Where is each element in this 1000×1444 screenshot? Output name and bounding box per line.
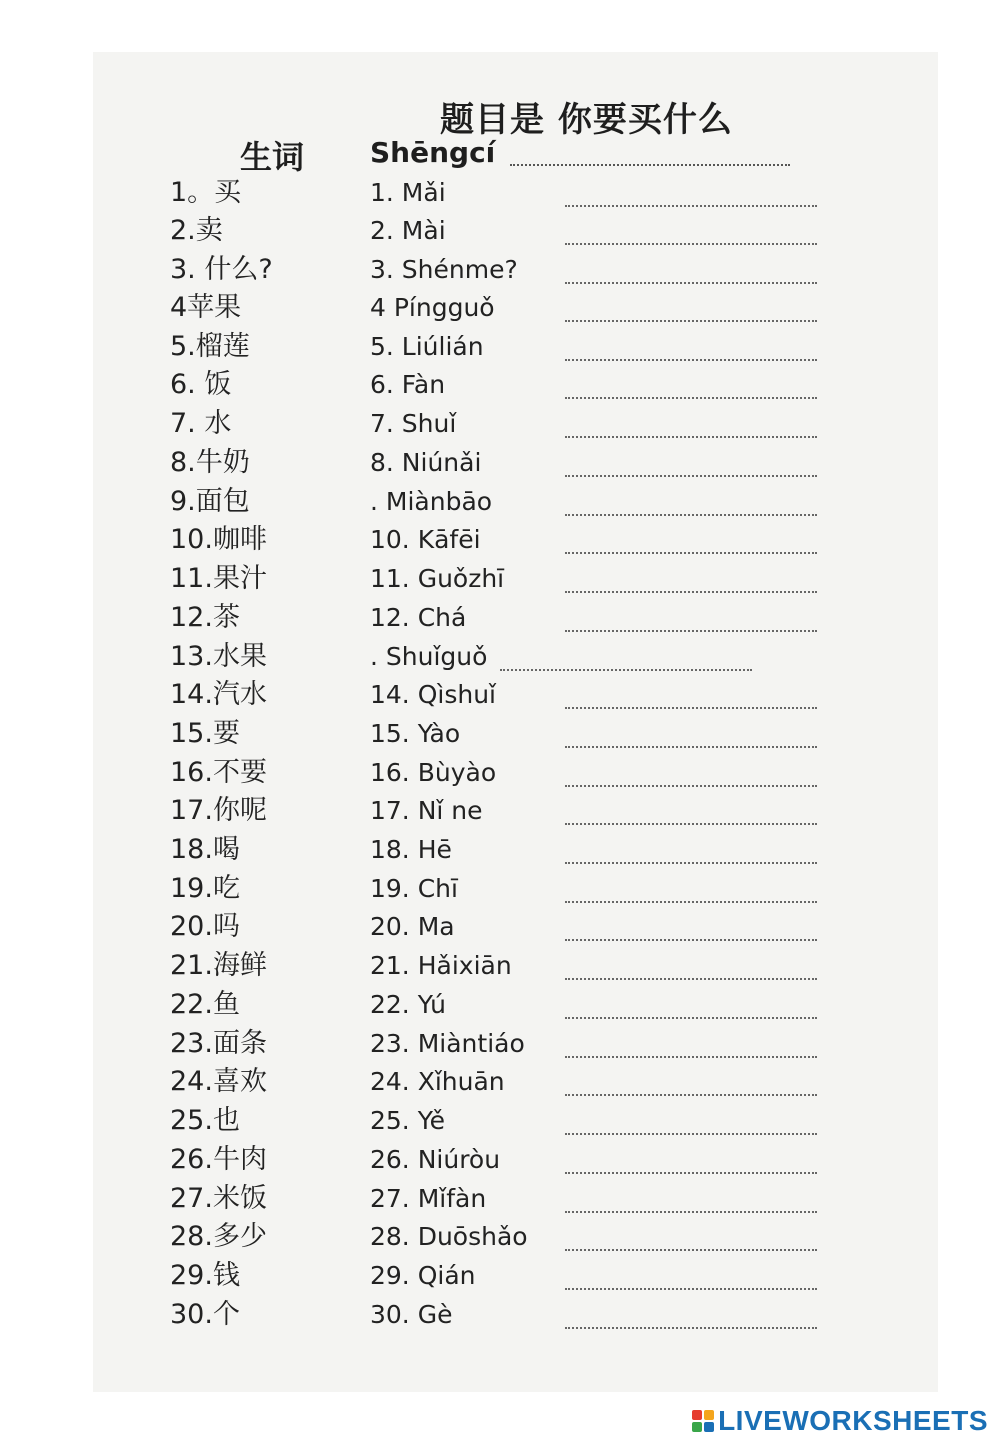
- answer-line[interactable]: [565, 1131, 817, 1135]
- answer-line[interactable]: [565, 783, 817, 787]
- pinyin-word: 4 Píngguǒ: [370, 293, 495, 322]
- vocab-row: [0, 562, 1000, 600]
- vocab-row: [0, 253, 1000, 291]
- pinyin-word: 8. Niúnǎi: [370, 448, 482, 477]
- pinyin-word: 16. Bùyào: [370, 758, 497, 787]
- pinyin-word: . Miànbāo: [370, 487, 493, 516]
- pinyin-word: 22. Yú: [370, 990, 446, 1019]
- vocab-row: [0, 446, 1000, 484]
- vocab-row: [0, 717, 1000, 755]
- chinese-word: 4苹果: [170, 292, 242, 323]
- vocab-row: [0, 1220, 1000, 1258]
- chinese-word: 29.钱: [170, 1260, 240, 1291]
- pinyin-word: 6. Fàn: [370, 370, 446, 399]
- vocab-row: [0, 1298, 1000, 1336]
- answer-line[interactable]: [565, 1092, 817, 1096]
- chinese-word: 11.果汁: [170, 563, 267, 594]
- pinyin-word: 29. Qián: [370, 1261, 476, 1290]
- answer-line[interactable]: [565, 434, 817, 438]
- answer-line[interactable]: [565, 1286, 817, 1290]
- chinese-word: 13.水果: [170, 641, 267, 672]
- liveworksheets-brand: LIVEWORKSHEETS: [718, 1405, 988, 1436]
- header-answer-line: [510, 162, 790, 166]
- vocab-row: [0, 678, 1000, 716]
- pinyin-word: 1. Mǎi: [370, 178, 446, 207]
- pinyin-word: 11. Guǒzhī: [370, 564, 505, 593]
- chinese-word: 1。买: [170, 177, 242, 208]
- chinese-word: 25.也: [170, 1105, 240, 1136]
- answer-line[interactable]: [565, 203, 817, 207]
- answer-line[interactable]: [565, 860, 817, 864]
- pinyin-word: 3. Shénme?: [370, 255, 518, 284]
- pinyin-word: 21. Hǎixiān: [370, 951, 512, 980]
- answer-line[interactable]: [565, 821, 817, 825]
- chinese-word: 2.卖: [170, 215, 223, 246]
- vocab-row: [0, 407, 1000, 445]
- answer-line[interactable]: [565, 899, 817, 903]
- vocab-row: [0, 601, 1000, 639]
- chinese-word: 5.榴莲: [170, 331, 250, 362]
- pinyin-word: 18. Hē: [370, 835, 452, 864]
- answer-line[interactable]: [565, 1015, 817, 1019]
- answer-line[interactable]: [565, 241, 817, 245]
- pinyin-word: 14. Qìshuǐ: [370, 680, 496, 709]
- vocab-row: [0, 368, 1000, 406]
- pinyin-word: 2. Mài: [370, 216, 446, 245]
- answer-line[interactable]: [565, 628, 817, 632]
- vocab-row: [0, 1259, 1000, 1297]
- chinese-word: 18.喝: [170, 834, 240, 865]
- pinyin-word: 20. Ma: [370, 912, 455, 941]
- answer-line[interactable]: [565, 937, 817, 941]
- pinyin-word: . Shuǐguǒ: [370, 642, 488, 671]
- vocab-row: [0, 1182, 1000, 1220]
- answer-line[interactable]: [565, 744, 817, 748]
- chinese-word: 8.牛奶: [170, 447, 250, 478]
- answer-line[interactable]: [565, 512, 817, 516]
- chinese-word: 21.海鲜: [170, 950, 267, 981]
- pinyin-word: 7. Shuǐ: [370, 409, 457, 438]
- chinese-word: 16.不要: [170, 757, 267, 788]
- vocab-row: [0, 640, 1000, 678]
- worksheet-title: 题目是 你要买什么: [440, 100, 733, 140]
- pinyin-word: 25. Yě: [370, 1106, 446, 1135]
- pinyin-word: 10. Kāfēi: [370, 525, 481, 554]
- vocab-row: [0, 485, 1000, 523]
- pinyin-word: 15. Yào: [370, 719, 461, 748]
- answer-line[interactable]: [565, 1247, 817, 1251]
- vocab-row: [0, 988, 1000, 1026]
- chinese-word: 10.咖啡: [170, 524, 267, 555]
- chinese-word: 26.牛肉: [170, 1144, 267, 1175]
- pinyin-word: 17. Nǐ ne: [370, 796, 483, 825]
- pinyin-word: 12. Chá: [370, 603, 467, 632]
- chinese-word: 28.多少: [170, 1221, 267, 1252]
- pinyin-word: 24. Xǐhuān: [370, 1067, 505, 1096]
- vocab-row: [0, 1065, 1000, 1103]
- pinyin-word: 19. Chī: [370, 874, 458, 903]
- answer-line[interactable]: [565, 1170, 817, 1174]
- vocab-row: [0, 523, 1000, 561]
- liveworksheets-logo: [692, 1406, 988, 1436]
- chinese-word: 27.米饭: [170, 1183, 267, 1214]
- vocab-row: [0, 756, 1000, 794]
- chinese-word: 3. 什么?: [170, 254, 273, 285]
- chinese-word: 15.要: [170, 718, 240, 749]
- chinese-word: 19.吃: [170, 873, 240, 904]
- chinese-word: 17.你呢: [170, 795, 267, 826]
- chinese-word: 23.面条: [170, 1028, 267, 1059]
- chinese-word: 22.鱼: [170, 989, 240, 1020]
- answer-line[interactable]: [565, 550, 817, 554]
- answer-line[interactable]: [565, 976, 817, 980]
- chinese-word: 20.吗: [170, 911, 240, 942]
- header-pinyin: Shēngcí: [370, 136, 496, 169]
- answer-line[interactable]: [500, 667, 752, 671]
- pinyin-word: 27. Mǐfàn: [370, 1184, 487, 1213]
- pinyin-word: 28. Duōshǎo: [370, 1222, 528, 1251]
- chinese-word: 24.喜欢: [170, 1066, 267, 1097]
- chinese-word: 6. 饭: [170, 369, 232, 400]
- answer-line[interactable]: [565, 318, 817, 322]
- vocab-row: [0, 291, 1000, 329]
- vocab-row: [0, 872, 1000, 910]
- chinese-word: 14.汽水: [170, 679, 267, 710]
- pinyin-word: 5. Liúlián: [370, 332, 484, 361]
- answer-line[interactable]: [565, 589, 817, 593]
- liveworksheets-logo-icon: [692, 1410, 714, 1432]
- answer-line[interactable]: [565, 1209, 817, 1213]
- answer-line[interactable]: [565, 395, 817, 399]
- vocab-row: [0, 949, 1000, 987]
- vocab-row: [0, 176, 1000, 214]
- vocab-row: [0, 794, 1000, 832]
- answer-line[interactable]: [565, 705, 817, 709]
- pinyin-word: 26. Niúròu: [370, 1145, 501, 1174]
- chinese-word: 30.个: [170, 1299, 240, 1330]
- header-chinese: 生词: [240, 138, 305, 176]
- vocab-row: [0, 1027, 1000, 1065]
- answer-line[interactable]: [565, 1325, 817, 1329]
- pinyin-word: 30. Gè: [370, 1300, 453, 1329]
- chinese-word: 12.茶: [170, 602, 240, 633]
- answer-line[interactable]: [565, 473, 817, 477]
- answer-line[interactable]: [565, 280, 817, 284]
- chinese-word: 9.面包: [170, 486, 250, 517]
- answer-line[interactable]: [565, 1054, 817, 1058]
- vocab-row: [0, 330, 1000, 368]
- vocab-row: [0, 214, 1000, 252]
- answer-line[interactable]: [565, 357, 817, 361]
- vocab-row: [0, 1143, 1000, 1181]
- vocab-row: [0, 910, 1000, 948]
- chinese-word: 7. 水: [170, 408, 232, 439]
- vocab-row: [0, 1104, 1000, 1142]
- pinyin-word: 23. Miàntiáo: [370, 1029, 525, 1058]
- vocab-row: [0, 833, 1000, 871]
